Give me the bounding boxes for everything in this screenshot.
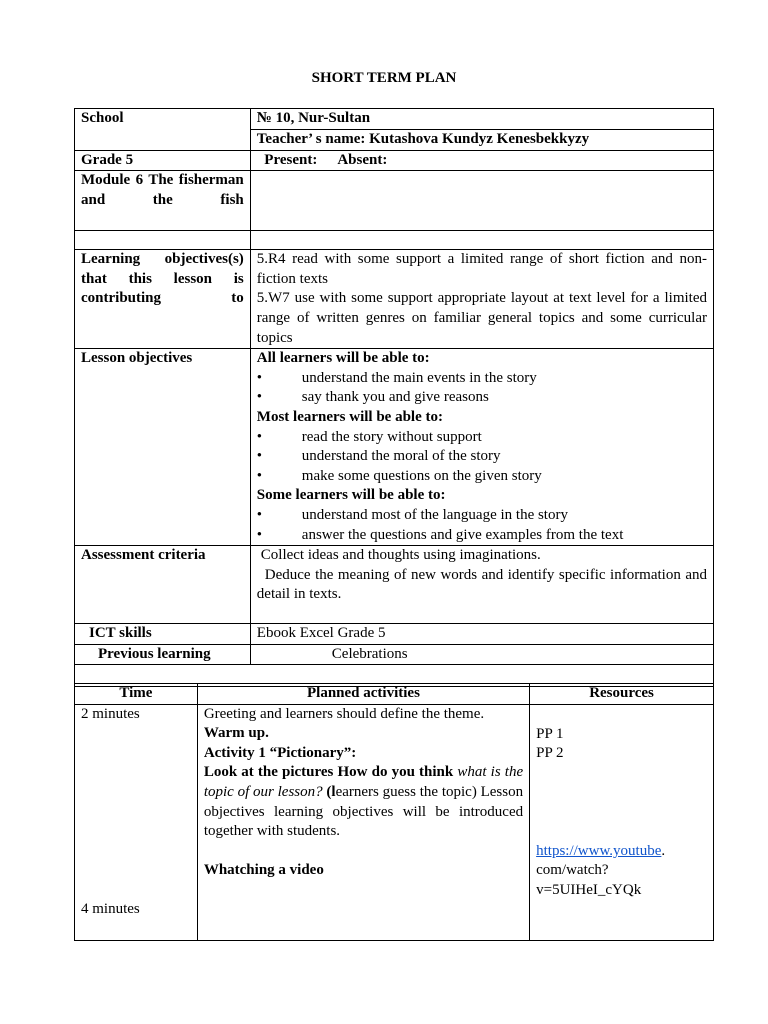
activities-cell [197, 704, 529, 940]
resources-cell [530, 704, 714, 940]
assessment-item: Deduce the meaning of new words and identify specific information and detail in texts. [256, 566, 707, 603]
resource-pp2: PP 2 [536, 745, 564, 762]
ict-label: ICT skills [75, 624, 251, 645]
pictionary-text: Look at the pictures How do you think what is the topic of our lesson? (learners guess the topic) Lesson objectives learning objectives will be introduced together with students. [203, 764, 524, 840]
list-item: • say thank you and give reasons [256, 389, 489, 406]
video-link-path[interactable]: com/watch? [536, 862, 609, 879]
assessment-criteria [250, 546, 713, 624]
empty-cell [250, 231, 713, 250]
greeting: Greeting and learners should define the theme. [203, 705, 485, 722]
learning-objectives-label: Learning objectives(s) that this lesson is contributing to [75, 250, 251, 349]
school-spacer [75, 130, 251, 151]
lesson-objectives-label: Lesson objectives [75, 349, 251, 546]
video-link[interactable]: https://www.youtube. [536, 842, 666, 859]
watching-video: Whatching a video [203, 861, 324, 878]
list-item: • understand most of the language in the story [256, 506, 568, 523]
absent-label: Absent: [337, 151, 388, 168]
module-empty [250, 171, 713, 231]
school-label: School [75, 109, 251, 130]
activity-1: Activity 1 “Pictionary”: [203, 744, 357, 761]
all-learners-heading: All learners will be able to: [256, 350, 430, 367]
ict-value: Ebook Excel Grade 5 [250, 624, 713, 645]
objective-r4: 5.R4 read with some support a limited range of short fiction and non-fiction texts [256, 251, 707, 287]
time-2-minutes: 2 minutes [81, 705, 140, 722]
empty-cell [75, 231, 251, 250]
warm-up: Warm up. [203, 725, 269, 742]
list-item: • understand the moral of the story [256, 448, 501, 465]
module-title: Module 6 The fisherman and the fish [75, 171, 251, 231]
time-cell [75, 704, 198, 940]
learning-objectives [250, 250, 713, 349]
present-label: Present: [264, 151, 318, 168]
assessment-label: Assessment criteria [75, 546, 251, 624]
list-item: • understand the main events in the story [256, 369, 537, 386]
resource-pp1: PP 1 [536, 725, 564, 742]
school-value: № 10, Nur-Sultan [250, 109, 713, 130]
teacher-name: Teacher’ s name: Kutashova Kundyz Kenesbekkyzy [250, 130, 713, 151]
time-4-minutes: 4 minutes [81, 901, 140, 918]
attendance [250, 150, 713, 171]
header-activities: Planned activities [197, 684, 529, 705]
list-item: • answer the questions and give examples from the text [256, 526, 624, 543]
list-item: • read the story without support [256, 428, 482, 445]
objective-w7: 5.W7 use with some support appropriate layout at text level for a limited range of written genres on familiar general topics and some curricular topics [256, 290, 707, 346]
some-learners-heading: Some learners will be able to: [256, 487, 446, 504]
assessment-item: Collect ideas and thoughts using imaginations. [260, 547, 541, 564]
video-link-id[interactable]: v=5UIHeI_cYQk [536, 881, 642, 898]
grade: Grade 5 [75, 150, 251, 171]
activities-table [74, 683, 714, 941]
plan-header-table [74, 108, 714, 687]
previous-learning-value: Celebrations [250, 644, 713, 665]
header-time: Time [75, 684, 198, 705]
page-title: SHORT TERM PLAN [311, 70, 457, 86]
header-resources: Resources [530, 684, 714, 705]
lesson-objectives [250, 349, 713, 546]
previous-learning-label: Previous learning [75, 644, 251, 665]
most-learners-heading: Most learners will be able to: [256, 408, 443, 425]
list-item: • make some questions on the given story [256, 467, 542, 484]
